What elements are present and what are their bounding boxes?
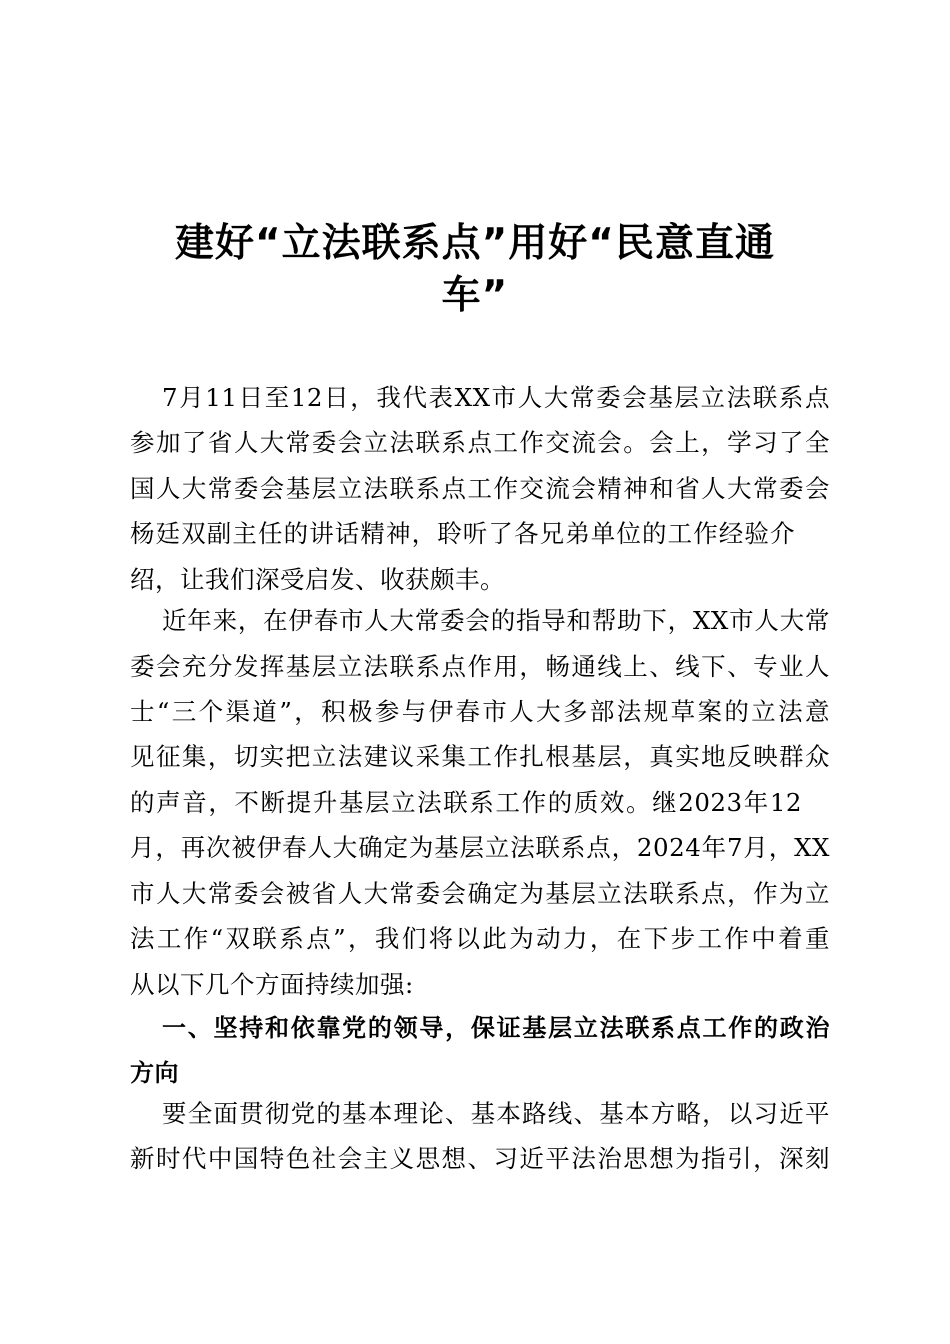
paragraph-1-line-3: 国人大常委会基层立法联系点工作交流会精神和省人大常委会: [130, 474, 830, 503]
paragraph-2-line-2: 委会充分发挥基层立法联系点作用，畅通线上、线下、专业人: [130, 652, 830, 681]
paragraph-2-line-9: 从以下几个方面持续加强:: [130, 970, 414, 999]
paragraph-1-line-4: 杨廷双副主任的讲话精神，聆听了各兄弟单位的工作经验介: [130, 519, 795, 548]
paragraph-2-line-7: 市人大常委会被省人大常委会确定为基层立法联系点，作为立: [130, 879, 830, 908]
paragraph-3-line-2: 新时代中国特色社会主义思想、习近平法治思想为指引，深刻: [130, 1144, 830, 1173]
paragraph-2-line-5: 的声音，不断提升基层立法联系工作的质效。继2023年12: [130, 788, 802, 817]
paragraph-2-line-1: 近年来，在伊春市人大常委会的指导和帮助下，XX市人大常: [162, 606, 830, 635]
paragraph-3-line-1: 要全面贯彻党的基本理论、基本路线、基本方略，以习近平: [162, 1099, 830, 1128]
section-heading-1-line-2: 方向: [130, 1059, 179, 1087]
document-title-line-1: 建好“立法联系点”用好“民意直通: [175, 221, 775, 266]
paragraph-1-line-1: 7月11日至12日，我代表XX市人大常委会基层立法联系点: [162, 383, 830, 412]
paragraph-2-line-3: 士“三个渠道”，积极参与伊春市人大多部法规草案的立法意: [130, 697, 830, 726]
paragraph-2-line-6: 月，再次被伊春人大确定为基层立法联系点，2024年7月，XX: [130, 833, 830, 862]
paragraph-2-line-8: 法工作“双联系点”，我们将以此为动力，在下步工作中着重: [130, 924, 830, 953]
document-title-line-2: 车”: [441, 273, 509, 318]
paragraph-2-line-4: 见征集，切实把立法建议采集工作扎根基层，真实地反映群众: [130, 742, 830, 771]
paragraph-1-line-5: 绍，让我们深受启发、收获颇丰。: [130, 565, 505, 594]
paragraph-1-line-2: 参加了省人大常委会立法联系点工作交流会。会上，学习了全: [130, 428, 830, 457]
section-heading-1-line-1: 一、坚持和依靠党的领导，保证基层立法联系点工作的政治: [162, 1014, 830, 1042]
